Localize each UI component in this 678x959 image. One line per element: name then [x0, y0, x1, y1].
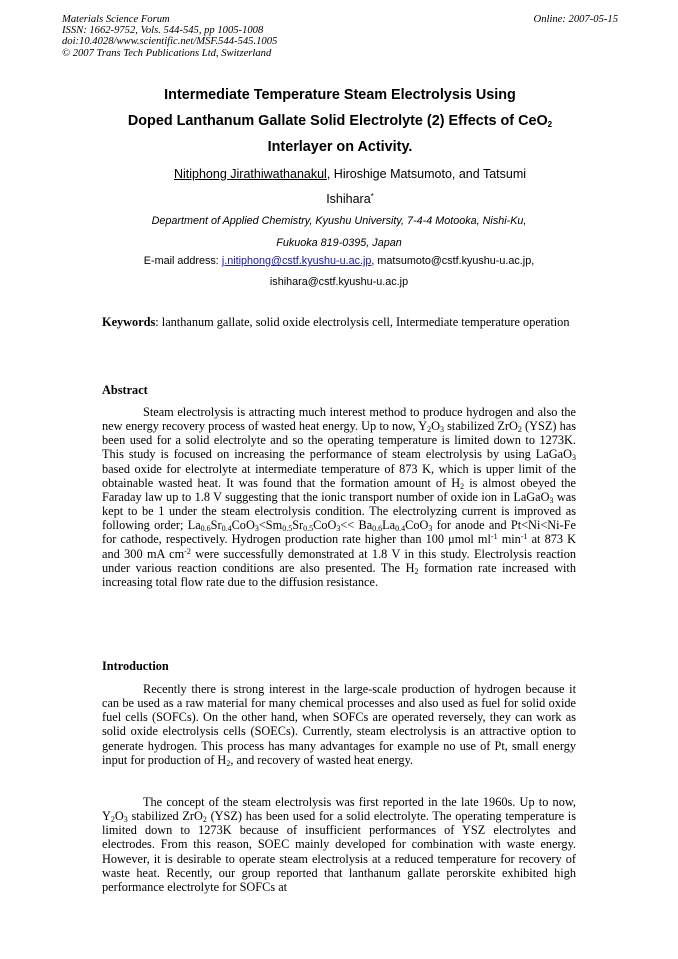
email-third: ishihara@cstf.kyushu-u.ac.jp: [269, 276, 409, 288]
title-line-3: Interlayer on Activity.: [267, 139, 413, 155]
journal-name: Materials Science Forum: [62, 14, 170, 25]
intro-text: Recently there is strong interest in the large-scale production of hydrogen because it can be used as a raw material for many chemical processes and also used as fuel for solid oxide fuel cells (SOFCs). On the other hand, when SOFCs are operated reversely, they can work as solid oxide electrolysis cells (SOECs). Currently, steam electrolysis is an attractive option to generate hydrogen. This process has many advantages for example no use of Pt, small energy input for production of H: [102, 682, 576, 767]
sub: 3: [572, 453, 576, 463]
abstract-text: at 873 K and 300 mA cm: [102, 532, 576, 561]
abstract-text: La: [382, 518, 396, 533]
sub: 2: [517, 425, 522, 435]
first-author: Nitiphong Jirathiwathanakul: [173, 167, 327, 181]
introduction-paragraph-1: [102, 682, 576, 767]
email-second: , matsumoto@cstf.kyushu-u.ac.jp,: [371, 255, 535, 267]
abstract-text: CoO: [313, 518, 337, 533]
doi-line: doi:10.4028/www.scientific.net/MSF.544-545.1005: [62, 36, 278, 48]
sub: 2: [460, 481, 465, 491]
introduction-paragraph-2: [102, 795, 576, 894]
introduction-heading: Introduction: [102, 659, 169, 673]
email-line-1: [120, 251, 558, 272]
sub: 3: [549, 495, 554, 505]
intro-text: O: [114, 809, 124, 824]
sub: 3: [254, 524, 259, 534]
title-line-2-text: Doped Lanthanum Gallate Solid Electrolyte (2) Effects of CeO: [127, 113, 548, 129]
abstract-text: stabilized ZrO: [443, 419, 518, 434]
intro-text: (YSZ) has been used for a solid electrolyte. The operating temperature is limited down to 1273K because of insufficient performances of YSZ electrolytes and electrodes. From this reason, SOEC mainly developed for combination with waste energy. However, it is desirable to operate steam electrolysis at a reduced temperature for recovery of waste heat. Recently, our group reported that lanthanum gallate perorskite exhibited high performance electrolyte for SOFCs at: [102, 809, 576, 894]
online-date: Online: 2007-05-15: [533, 14, 618, 25]
journal-header: [62, 14, 618, 59]
sub: 0.5: [303, 524, 314, 534]
abstract-text: O: [431, 419, 440, 434]
other-authors: , Hiroshige Matsumoto, and Tatsumi Ishihara: [326, 167, 527, 206]
affiliation-line-1: Department of Applied Chemistry, Kyushu University, 7-4-4 Motooka, Nishi-Ku,: [151, 215, 527, 227]
intro-text: The concept of the steam electrolysis was first reported in the late 1960s. Up to now, Y: [102, 795, 576, 824]
author-list: [150, 162, 550, 212]
paper-title: [70, 82, 610, 160]
sub: 3: [123, 815, 128, 825]
keywords-label: Keywords: [102, 315, 156, 329]
abstract-text: was kept to be 1 under the steam electrolysis condition. The electrolyzing current is improved as following order; La: [102, 489, 576, 533]
sub: 3: [439, 425, 444, 435]
title-line-2: [70, 108, 610, 134]
abstract-paragraph: [102, 405, 576, 589]
abstract-text: (YSZ) has been used for a solid electrolyte and so the operating temperature is limited down to 1273K. This study is focused on increasing the performance of steam electrolysis by using LaGaO: [102, 419, 576, 462]
email-link-first-author[interactable]: j.nitiphong@cstf.kyushu-u.ac.jp: [221, 255, 372, 267]
sub: 3: [336, 524, 341, 534]
abstract-text: Sr: [210, 518, 222, 533]
abstract-heading: Abstract: [102, 383, 148, 397]
abstract-text: CoO: [405, 518, 429, 533]
corresponding-mark: *: [370, 192, 374, 201]
abstract-text: Steam electrolysis is attracting much interest method to produce hydrogen and also the new energy recovery process of wasted heat energy. Up to now, Y: [102, 405, 576, 434]
abstract-text: CoO: [231, 518, 255, 533]
sub: 0.5: [282, 524, 293, 534]
intro-text: stabilized ZrO: [127, 809, 203, 824]
sub: 2: [202, 815, 207, 825]
abstract-text: min: [497, 532, 521, 547]
abstract-text: formation rate increased with increasing total flow rate due to the diffusion resistance.: [102, 560, 576, 589]
abstract-text: <Sm: [258, 518, 283, 533]
keywords: [102, 310, 576, 334]
sub: 0.4: [395, 524, 406, 534]
affiliation-line-2: Fukuoka 819-0395, Japan: [276, 237, 402, 249]
sub: 2: [110, 815, 115, 825]
sup: -1: [490, 532, 498, 542]
sub: 2: [414, 566, 419, 576]
copyright-line: © 2007 Trans Tech Publications Ltd, Switzerland: [62, 47, 272, 59]
issn-line: ISSN: 1662-9752, Vols. 544-545, pp 1005-1008: [62, 25, 264, 37]
sub: 2: [427, 425, 432, 435]
sup: -1: [520, 532, 528, 542]
sup: -2: [184, 546, 191, 556]
title-subscript: 2: [547, 120, 553, 129]
email-block: [120, 251, 558, 293]
abstract-text: is almost obeyed the Faraday law up to 1.8 V suggesting that the ionic transport number of oxide ion in LaGaO: [102, 475, 576, 504]
keywords-text: : lanthanum gallate, solid oxide electrolysis cell, Intermediate temperature operation: [155, 315, 570, 329]
abstract-text: based oxide for electrolyte at intermediate temperature of 873 K, which is upper limit of the obtainable wasted heat. It was found that the formation amount of H: [102, 461, 576, 490]
sub: 3: [428, 524, 433, 534]
abstract-text: were successfully demonstrated at 1.8 V in this study. Electrolysis reaction under various reaction conditions are also presented. The H: [102, 546, 576, 575]
email-label: E-mail address:: [143, 255, 222, 267]
sub: 0.4: [221, 524, 232, 534]
sub: 0.6: [372, 524, 383, 534]
sub: 2: [226, 758, 231, 768]
abstract-text: for anode and Pt<Ni<Ni-Fe for cathode, respectively. Hydrogen production rate higher than 100 μmol ml: [102, 518, 576, 547]
abstract-text: << Ba: [340, 518, 373, 533]
title-line-1: Intermediate Temperature Steam Electrolysis Using: [164, 87, 516, 103]
abstract-text: Sr: [292, 518, 304, 533]
sub: 0.6: [200, 524, 211, 534]
affiliation: [120, 210, 558, 254]
intro-text: , and recovery of wasted heat energy.: [230, 752, 413, 767]
